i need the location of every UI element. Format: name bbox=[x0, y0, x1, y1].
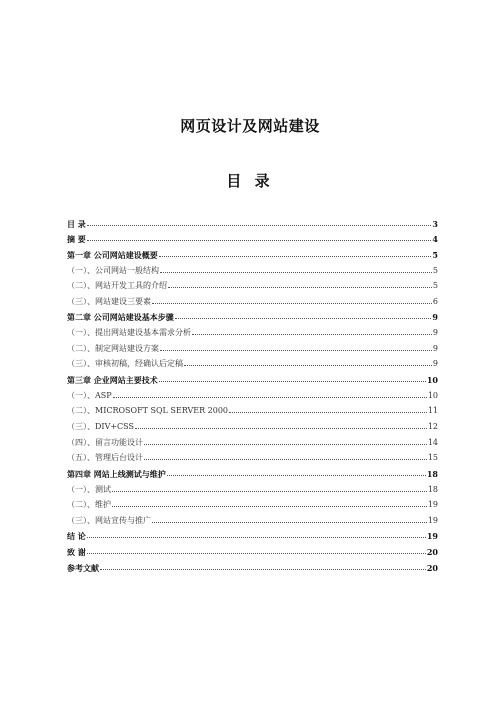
toc-entry-page: 5 bbox=[432, 265, 438, 275]
toc-dot-leader bbox=[192, 334, 432, 335]
toc-entry-page: 3 bbox=[432, 218, 438, 229]
toc-dot-leader bbox=[159, 256, 432, 257]
toc-dot-leader bbox=[152, 522, 427, 523]
toc-entry-page: 6 bbox=[432, 296, 438, 306]
toc-dot-leader bbox=[112, 506, 427, 507]
toc-entry-label: 摘 要 bbox=[67, 234, 86, 245]
toc-entry-page: 19 bbox=[427, 515, 438, 525]
toc-dot-leader bbox=[112, 491, 427, 492]
toc-entry[interactable] bbox=[67, 400, 438, 416]
toc-entry-page: 4 bbox=[432, 234, 438, 245]
toc-entry-page: 9 bbox=[432, 312, 438, 323]
toc-entry-label: 第二章 公司网站建设基本步骤 bbox=[67, 312, 174, 323]
toc-dot-leader bbox=[87, 225, 432, 226]
toc-entry[interactable] bbox=[67, 462, 438, 478]
toc-entry[interactable] bbox=[67, 321, 438, 337]
toc-entry[interactable] bbox=[67, 243, 438, 259]
toc-entry-page: 14 bbox=[427, 437, 438, 447]
toc-entry-label: （三）、审核初稿，经确认后定稿 bbox=[67, 359, 183, 369]
toc-entry[interactable] bbox=[67, 540, 438, 556]
toc-entry-label: （二）、维护 bbox=[67, 500, 111, 510]
toc-dot-leader bbox=[87, 553, 426, 554]
toc-entry-label: 参考文献 bbox=[67, 562, 99, 573]
toc-dot-leader bbox=[159, 381, 426, 382]
toc-entry-page: 9 bbox=[432, 359, 438, 369]
toc-entry-label: 第三章 企业网站主要技术 bbox=[67, 375, 158, 386]
toc-entry[interactable] bbox=[67, 212, 438, 228]
toc-entry-label: （三）、DIV+CSS bbox=[67, 421, 134, 431]
toc-dot-leader bbox=[160, 272, 432, 273]
toc-entry[interactable] bbox=[67, 431, 438, 447]
toc-entry-page: 18 bbox=[426, 468, 438, 479]
toc-entry[interactable] bbox=[67, 337, 438, 353]
toc-dot-leader bbox=[168, 287, 432, 288]
toc-dot-leader bbox=[175, 318, 432, 319]
toc-entry[interactable] bbox=[67, 306, 438, 322]
toc-entry-label: （三）、网站宣传与推广 bbox=[67, 515, 151, 525]
toc-entry[interactable] bbox=[67, 447, 438, 463]
toc-dot-leader bbox=[100, 569, 426, 570]
toc-heading: 目 录 bbox=[226, 172, 274, 190]
toc-entry[interactable] bbox=[67, 525, 438, 541]
toc-dot-leader bbox=[229, 412, 427, 413]
toc-entry[interactable] bbox=[67, 228, 438, 244]
toc-dot-leader bbox=[152, 303, 432, 304]
toc-entry-label: 第四章 网站上线测试与维护 bbox=[67, 468, 166, 479]
toc-entry-page: 18 bbox=[427, 484, 438, 494]
toc-entry-label: （四）、留言功能设计 bbox=[67, 437, 143, 447]
toc-entry-page: 5 bbox=[432, 281, 438, 291]
toc-entry-label: （五）、管理后台设计 bbox=[67, 453, 143, 463]
toc-entry-page: 10 bbox=[426, 375, 438, 386]
toc-dot-leader bbox=[87, 240, 432, 241]
toc-entry-page: 15 bbox=[427, 453, 438, 463]
toc-entry-page: 9 bbox=[432, 343, 438, 353]
toc-entry-page: 9 bbox=[432, 328, 438, 338]
toc-dot-leader bbox=[113, 397, 427, 398]
toc-dot-leader bbox=[144, 459, 427, 460]
toc-entry-page: 11 bbox=[427, 406, 438, 416]
toc-entry-page: 20 bbox=[426, 547, 438, 558]
toc-entry[interactable] bbox=[67, 384, 438, 400]
toc-entry-label: （一）、测试 bbox=[67, 484, 111, 494]
toc-entry-label: （一）、提出网站建设基本需求分析 bbox=[67, 328, 191, 338]
document-title: 网页设计及网站建设 bbox=[180, 117, 320, 135]
toc-entry-label: （二）、网站开发工具的介绍 bbox=[67, 281, 167, 291]
toc-entry-page: 19 bbox=[427, 500, 438, 510]
toc-entry[interactable] bbox=[67, 259, 438, 275]
toc-entry[interactable] bbox=[67, 290, 438, 306]
toc-entry-label: （二）、制定网站建设方案 bbox=[67, 343, 159, 353]
toc-entry-label: 目 录 bbox=[67, 218, 86, 229]
toc-entry-page: 20 bbox=[426, 562, 438, 573]
toc-dot-leader bbox=[167, 475, 426, 476]
toc-entry-label: （一）、ASP bbox=[67, 390, 112, 400]
toc-dot-leader bbox=[184, 365, 432, 366]
toc-dot-leader bbox=[160, 350, 432, 351]
toc-dot-leader bbox=[144, 444, 427, 445]
toc-entry[interactable] bbox=[67, 415, 438, 431]
toc-entry-label: （一）、公司网站一般结构 bbox=[67, 265, 159, 275]
toc-entry-page: 5 bbox=[432, 249, 438, 260]
toc-entry-label: 致 谢 bbox=[67, 547, 86, 558]
toc-entry-label: 结 论 bbox=[67, 531, 86, 542]
toc-entry-page: 10 bbox=[427, 390, 438, 400]
toc-entry-page: 12 bbox=[427, 421, 438, 431]
table-of-contents bbox=[67, 212, 438, 572]
toc-dot-leader bbox=[87, 537, 426, 538]
toc-dot-leader bbox=[135, 428, 427, 429]
toc-entry[interactable] bbox=[67, 556, 438, 572]
toc-entry[interactable] bbox=[67, 368, 438, 384]
toc-entry-page: 19 bbox=[426, 531, 438, 542]
toc-entry[interactable] bbox=[67, 275, 438, 291]
toc-entry[interactable] bbox=[67, 353, 438, 369]
toc-entry-label: （三）、网站建设三要素 bbox=[67, 296, 151, 306]
toc-entry-label: 第一章 公司网站建设概要 bbox=[67, 249, 158, 260]
toc-entry-label: （二）、MICROSOFT SQL SERVER 2000 bbox=[67, 406, 229, 416]
toc-entry[interactable] bbox=[67, 509, 438, 525]
toc-entry[interactable] bbox=[67, 494, 438, 510]
toc-entry[interactable] bbox=[67, 478, 438, 494]
